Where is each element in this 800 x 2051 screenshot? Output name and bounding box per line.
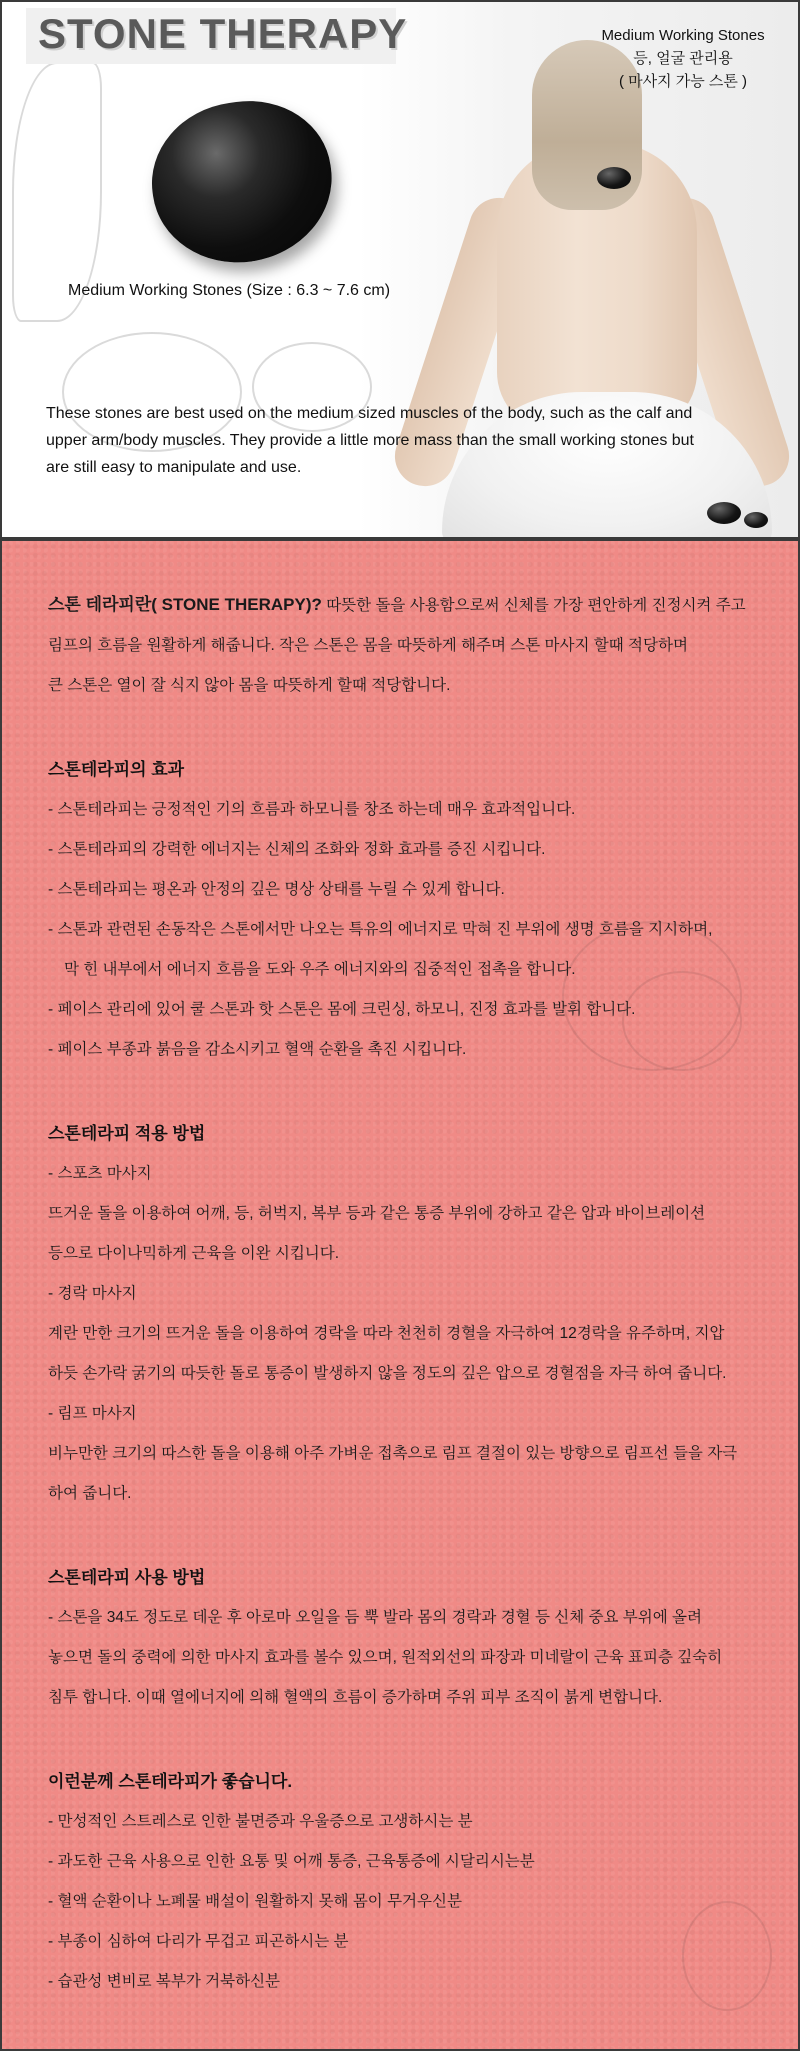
effects-heading: 스톤테라피의 효과 [48, 760, 185, 779]
floor-stone [744, 512, 768, 528]
stone-type-note: ( 마사지 가능 스톤 ) [618, 73, 748, 90]
list-item: 막 힌 내부에서 에너지 흐름을 도와 우주 에너지와의 집중적인 접촉을 합니다. [64, 961, 576, 978]
stone-type-label [578, 24, 788, 93]
usage-heading: 스톤테라피 사용 방법 [48, 1568, 206, 1587]
method-line: 비누만한 크기의 따스한 돌을 이용해 아주 가벼운 접촉으로 림프 결절이 있는 방향으로 림프선 들을 자극 [48, 1445, 738, 1462]
method-line: - 림프 마사지 [48, 1405, 137, 1422]
info-panel [2, 541, 798, 2049]
recommended-heading: 이런분께 스톤테라피가 좋습니다. [48, 1772, 293, 1791]
description-line: are still easy to manipulate and use. [46, 459, 302, 476]
shoulder-stone [597, 167, 631, 189]
list-item: - 습관성 변비로 복부가 거북하신분 [48, 1973, 281, 1990]
method-line: 뜨거운 돌을 이용하여 어깨, 등, 허벅지, 복부 등과 같은 통증 부위에 강하고 같은 압과 바이브레이션 [48, 1205, 706, 1222]
list-item: - 과도한 근육 사용으로 인한 요통 및 어깨 통증, 근육통증에 시달리시는분 [48, 1853, 535, 1870]
intro-line: 큰 스톤은 열이 잘 식지 않아 몸을 따뜻하게 할때 적당합니다. [48, 677, 451, 694]
methods-list [48, 1154, 768, 1514]
method-line: 하듯 손가락 굵기의 따듯한 돌로 통증이 발생하지 않을 정도의 깊은 압으로 경혈점을 자극 하여 줍니다. [48, 1365, 727, 1382]
page-title: STONE THERAPY [38, 10, 408, 57]
intro-heading: 스톤 테라피란( STONE THERAPY)? [48, 595, 322, 614]
list-item: - 스톤과 관련된 손동작은 스톤에서만 나오는 특유의 에너지로 막혀 진 부위에 생명 흐름을 지시하며, [48, 921, 713, 938]
list-item: - 혈액 순환이나 노폐물 배설이 원활하지 못해 몸이 무거우신분 [48, 1893, 462, 1910]
description-line: upper arm/body muscles. They provide a little more mass than the small working stones but [46, 432, 694, 449]
method-line: 등으로 다이나믹하게 근육을 이완 시킵니다. [48, 1245, 340, 1262]
intro-line: 림프의 흐름을 원활하게 해줍니다. 작은 스톤은 몸을 따뜻하게 해주며 스톤 마사지 할때 적당하며 [48, 637, 688, 654]
description-line: These stones are best used on the medium sized muscles of the body, such as the calf and [46, 405, 693, 422]
method-line: - 경락 마사지 [48, 1285, 137, 1302]
list-item: - 스톤테라피의 강력한 에너지는 신체의 조화와 정화 효과를 증진 시킵니다. [48, 841, 546, 858]
list-item: - 스톤테라피는 긍정적인 기의 흐름과 하모니를 창조 하는데 매우 효과적입니다. [48, 801, 576, 818]
usage-line: 놓으면 돌의 중력에 의한 마사지 효과를 볼수 있으며, 원적외선의 파장과 미네랄이 근육 표피층 깊숙히 [48, 1649, 723, 1666]
stone-type-use: 등, 얼굴 관리용 [633, 50, 733, 67]
usage-line: 침투 합니다. 이때 열에너지에 의해 혈액의 흐름이 증가하며 주위 피부 조직이 붉게 변합니다. [48, 1689, 663, 1706]
intro-text: 따뜻한 돌을 사용함으로써 신체를 가장 편안하게 진정시켜 주고 [321, 597, 746, 614]
hero-panel [2, 2, 798, 537]
usage-line: - 스톤을 34도 정도로 데운 후 아로마 오일을 듬 뿍 발라 몸의 경락과 경혈 등 신체 중요 부위에 올려 [48, 1609, 702, 1626]
list-item: - 페이스 부종과 붉음을 감소시키고 혈액 순환을 촉진 시킵니다. [48, 1041, 467, 1058]
method-line: - 스포츠 마사지 [48, 1165, 152, 1182]
stone-size-caption: Medium Working Stones (Size : 6.3 ~ 7.6 cm) [68, 282, 391, 299]
method-line: 계란 만한 크기의 뜨거운 돌을 이용하여 경락을 따라 천천히 경혈을 자극하여 12경락을 유주하며, 지압 [48, 1325, 725, 1342]
stone-description [46, 400, 776, 481]
floor-stone [707, 502, 741, 524]
effects-list [48, 790, 768, 1070]
method-line: 하여 줍니다. [48, 1485, 132, 1502]
list-item: - 스톤테라피는 평온과 안정의 깊은 명상 상태를 누릴 수 있게 합니다. [48, 881, 505, 898]
list-item: - 페이스 관리에 있어 쿨 스톤과 핫 스톤은 몸에 크린싱, 하모니, 진정 효과를 발휘 합니다. [48, 1001, 636, 1018]
info-content [48, 585, 768, 2002]
intro-line [48, 585, 768, 626]
list-item: - 부종이 심하여 다리가 무겁고 피곤하시는 분 [48, 1933, 349, 1950]
recommended-list [48, 1802, 768, 2002]
usage-list [48, 1598, 768, 1718]
methods-heading: 스톤테라피 적용 방법 [48, 1124, 206, 1143]
list-item: - 만성적인 스트레스로 인한 불면증과 우울증으로 고생하시는 분 [48, 1813, 473, 1830]
medium-stone-image [142, 90, 343, 273]
stone-type-en: Medium Working Stones [601, 27, 765, 44]
